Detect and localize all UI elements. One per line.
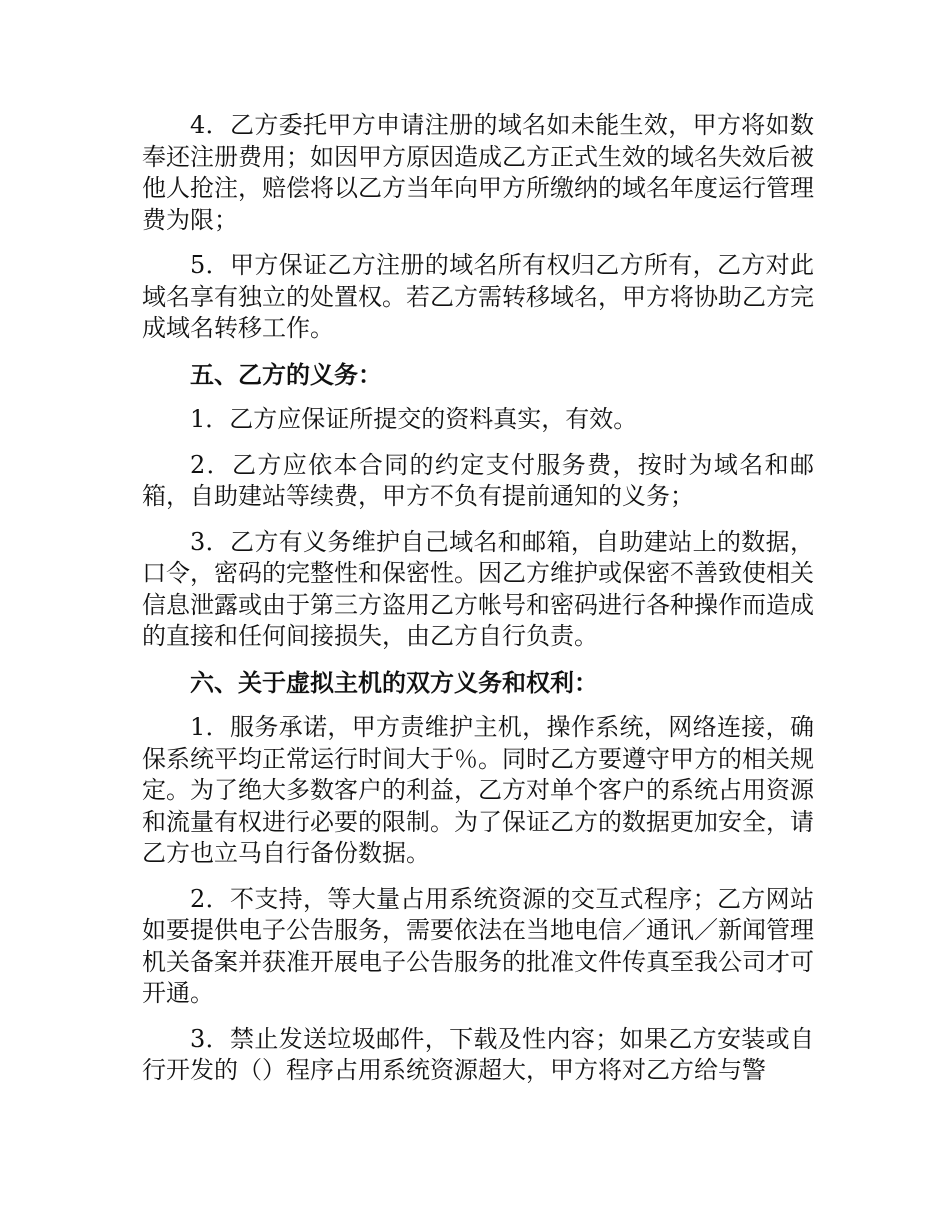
clause-4-paragraph: 4．乙方委托甲方申请注册的域名如未能生效，甲方将如数奉还注册费用；如因甲方原因造成乙方正式生效的域名失效后被他人抢注，赔偿将以乙方当年向甲方所缴纳的域名年度运行管理费为限； <box>142 111 814 234</box>
document-page <box>142 110 814 1101</box>
section-six-clause-3: 3．禁止发送垃圾邮件，下载及性内容；如果乙方安装或自行开发的（）程序占用系统资源超大，甲方将对乙方给与警 <box>142 1024 814 1084</box>
section-six-clause-1: 1．服务承诺，甲方责维护主机，操作系统，网络连接，确保系统平均正常运行时间大于％。同时乙方要遵守甲方的相关规定。为了绝大多数客户的利益，乙方对单个客户的系统占用资源和流量有权进行必要的限制。为了保证乙方的数据更加安全，请乙方也立马自行备份数据。 <box>142 713 814 867</box>
section-five-clause-2: 2．乙方应依本合同的约定支付服务费，按时为域名和邮箱，自助建站等续费，甲方不负有提前通知的义务； <box>142 450 814 510</box>
section-five-clause-3: 3．乙方有义务维护自己域名和邮箱，自助建站上的数据，口令，密码的完整性和保密性。因乙方维护或保密不善致使相关信息泄露或由于第三方盗用乙方帐号和密码进行各种操作而造成的直接和任何间接损失，由乙方自行负责。 <box>142 527 814 650</box>
section-six-clause-2: 2．不支持，等大量占用系统资源的交互式程序；乙方网站如要提供电子公告服务，需要依法在当地电信／通讯／新闻管理机关备案并获准开展电子公告服务的批准文件传真至我公司才可开通。 <box>142 884 814 1007</box>
clause-5-paragraph: 5．甲方保证乙方注册的域名所有权归乙方所有，乙方对此域名享有独立的处置权。若乙方需转移域名，甲方将协助乙方完成域名转移工作。 <box>142 251 814 342</box>
section-five-heading: 五、乙方的义务： <box>190 359 382 389</box>
section-five-clause-1: 1．乙方应保证所提交的资料真实，有效。 <box>190 405 638 433</box>
section-six-heading: 六、关于虚拟主机的双方义务和权利： <box>190 667 598 697</box>
